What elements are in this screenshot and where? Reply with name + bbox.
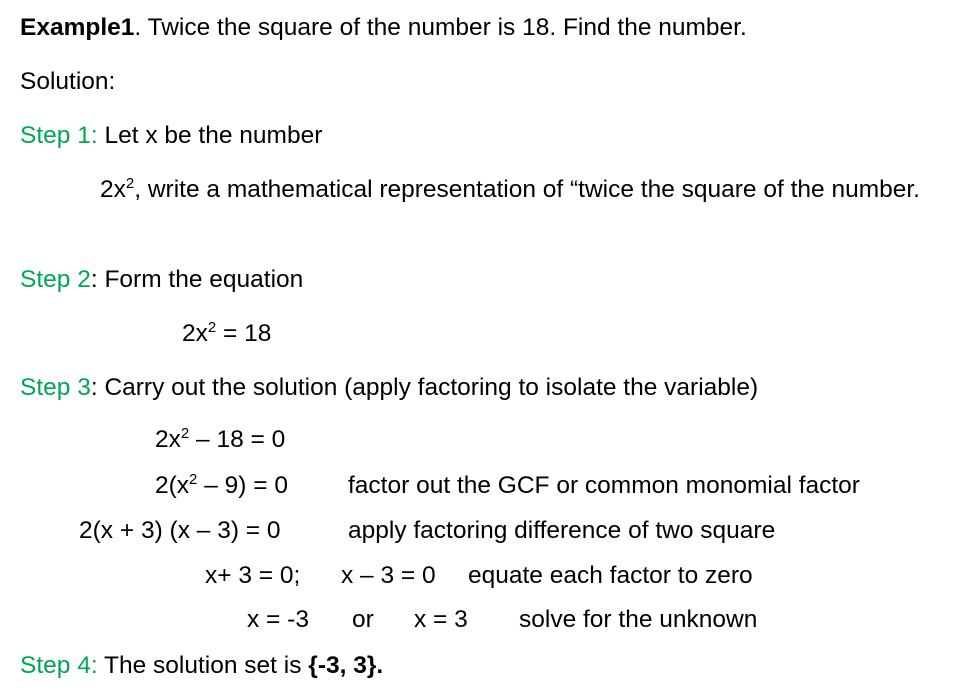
step3-equation-5b: x = 3 bbox=[414, 606, 468, 633]
step3-note-2: factor out the GCF or common monomial factor bbox=[348, 472, 860, 499]
step3-equation-3: 2(x + 3) (x – 3) = 0 bbox=[79, 517, 281, 544]
step3-equation-1 bbox=[155, 425, 285, 455]
step1-line bbox=[20, 121, 322, 151]
step3-equation-4a: x+ 3 = 0; bbox=[205, 562, 301, 589]
step3-equation-4b: x – 3 = 0 bbox=[341, 562, 436, 589]
step3-label: Step 3 bbox=[20, 374, 91, 401]
step3-line1-post: – 18 = 0 bbox=[189, 426, 286, 453]
step4-answer: {-3, 3}. bbox=[308, 652, 384, 679]
step2-text: : Form the equation bbox=[90, 266, 304, 293]
step2-eq-post: = 18 bbox=[216, 320, 272, 347]
step3-text: : Carry out the solution (apply factoring to isolate the variable) bbox=[90, 374, 759, 401]
step3-note-4: equate each factor to zero bbox=[468, 562, 753, 589]
step3-equation-2 bbox=[155, 471, 288, 501]
step3-note-5: solve for the unknown bbox=[519, 606, 758, 633]
step4-line bbox=[20, 651, 383, 681]
example-statement bbox=[20, 13, 747, 43]
step3-note-3: apply factoring difference of two square bbox=[348, 517, 776, 544]
step4-label: Step 4: bbox=[20, 652, 98, 679]
step2-label: Step 2 bbox=[20, 266, 91, 293]
example-text: . Twice the square of the number is 18. Find the number. bbox=[134, 14, 747, 41]
step2-line bbox=[20, 265, 303, 295]
solution-label: Solution: bbox=[20, 68, 116, 95]
step3-line2-sup: 2 bbox=[189, 471, 198, 488]
step1-paragraph bbox=[100, 171, 956, 208]
step3-line1-pre: 2x bbox=[155, 426, 181, 453]
step3-line bbox=[20, 373, 758, 403]
step1-text: Let x be the number bbox=[97, 122, 323, 149]
step1-para-sup: 2 bbox=[125, 175, 135, 192]
example-label: Example1 bbox=[20, 14, 135, 41]
step1-para-pre: 2x bbox=[100, 176, 126, 203]
step3-line2-pre: 2(x bbox=[155, 472, 190, 499]
step3-or: or bbox=[352, 606, 374, 633]
step1-label: Step 1: bbox=[20, 122, 98, 149]
step4-text: The solution set is bbox=[97, 652, 309, 679]
step1-para-text: , write a mathematical representation of “twice the square of the number. bbox=[134, 176, 920, 203]
step3-line1-sup: 2 bbox=[180, 425, 190, 442]
step2-eq-pre: 2x bbox=[182, 320, 208, 347]
step2-eq-sup: 2 bbox=[207, 319, 217, 336]
step2-equation bbox=[182, 319, 271, 349]
step3-equation-5a: x = -3 bbox=[247, 606, 309, 633]
step3-line2-post: – 9) = 0 bbox=[197, 472, 288, 499]
